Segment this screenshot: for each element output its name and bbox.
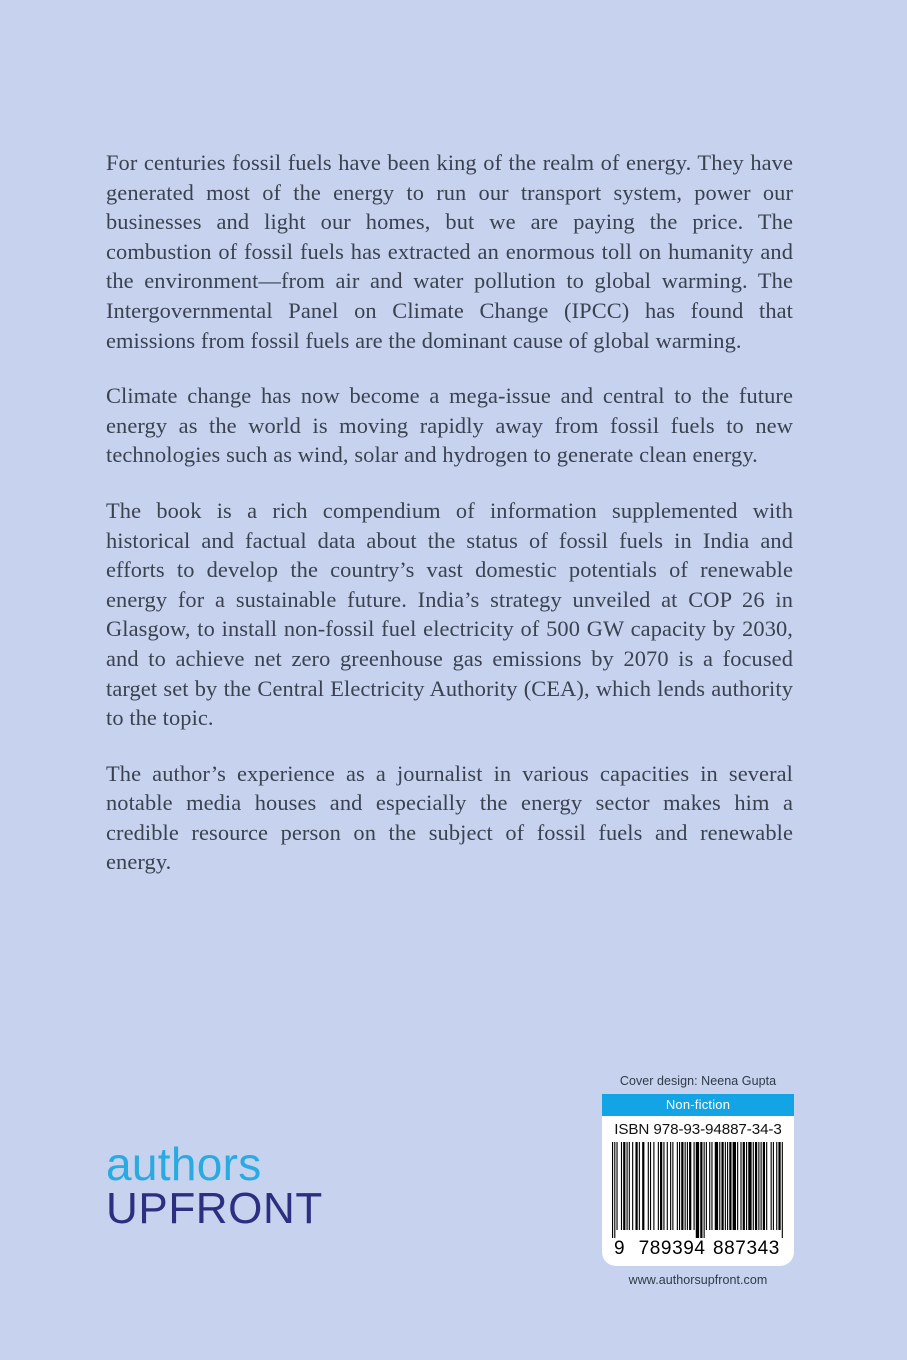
ean-left-group: 789394 (638, 1238, 706, 1259)
blurb-paragraph-3: The book is a rich compendium of information supplemented with historical and factual data about the status of fossil fuels in India and efforts to develop the country’s vast domestic potentials of renewable energy for a sustainable future. India’s strategy unveiled at COP 26 in Glasgow, to install non-fossil fuel electricity of 500 GW capacity by 2030, and to achieve net zero greenhouse gas emissions by 2070 is a focused target set by the Central Electricity Authority (CEA), which lends authority to the topic. (106, 497, 793, 731)
publisher-website: www.authorsupfront.com (628, 1273, 768, 1287)
ean-right-group: 887343 (712, 1238, 780, 1259)
publisher-logo (106, 1138, 366, 1233)
publisher-logo-line-authors: authors (106, 1138, 262, 1190)
barcode-block (602, 1074, 794, 1287)
ean-lead-digit: 9 (614, 1238, 626, 1259)
genre-badge: Non-fiction (602, 1094, 794, 1116)
publisher-logo-line-upfront: UPFRONT (106, 1183, 323, 1233)
blurb-paragraph-1: For centuries fossil fuels have been king of the realm of energy. They have generated most of the energy to run our transport system, power our businesses and light our homes, but we are paying the price. The combustion of fossil fuels has extracted an enormous toll on humanity and the environment—from air and water pollution to global warming. The Intergovernmental Panel on Climate Change (IPCC) has found that emissions from fossil fuels are the dominant cause of global warming. (106, 150, 793, 353)
cover-design-credit: Cover design: Neena Gupta (619, 1074, 777, 1088)
ean-digit-row (602, 1238, 794, 1266)
isbn-number: ISBN 978-93-94887-34-3 (614, 1121, 782, 1138)
barcode-panel (602, 1094, 794, 1266)
barcode-bars-svg (612, 1142, 784, 1238)
blurb-text-block (106, 148, 793, 877)
blurb-paragraph-2: Climate change has now become a mega-issue and central to the future energy as the world is moving rapidly away from fossil fuels to new technologies such as wind, solar and hydrogen to generate clean energy. (106, 383, 793, 468)
blurb-paragraph-4: The author’s experience as a journalist in various capacities in several notable media houses and especially the energy sector makes him a credible resource person on the subject of fossil fuels and renewable energy. (106, 760, 793, 875)
barcode-bars (612, 1142, 784, 1238)
